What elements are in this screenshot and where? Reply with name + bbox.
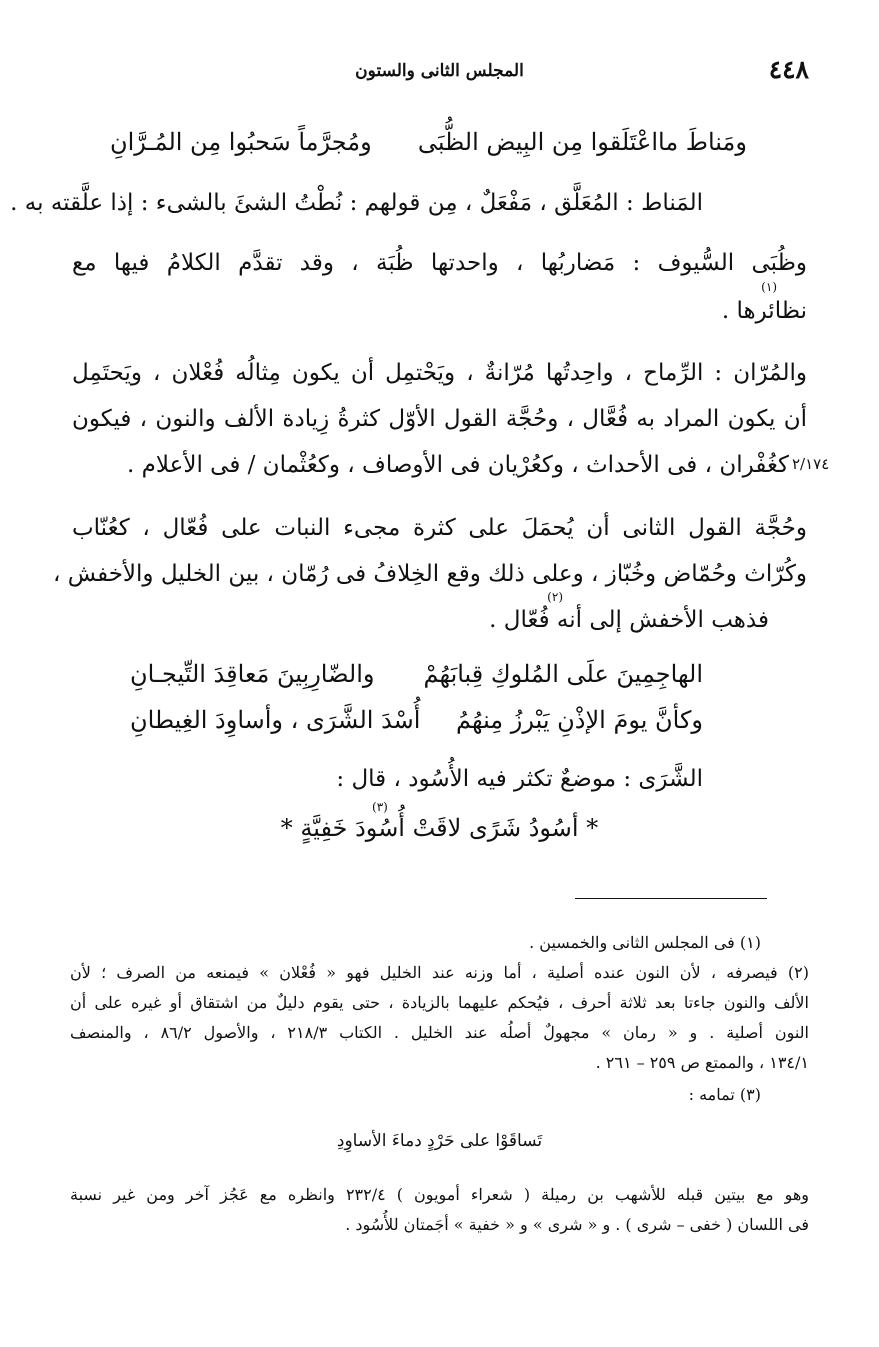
footnote-3-intro: (٣) تمامه : [688,1085,761,1104]
verse-1 [110,128,747,156]
paragraph-murran-line-3: كغُفْران ، فى الأحداث ، وكعُرْيان فى الأوصاف ، وكعُثْمان / فى الأعلام . [127,452,789,478]
paragraph-murran-line-1: والمُرّان : الرِّماح ، واحِدتُها مُرّانةٌ ، ويَحْتمِل أن يكون مِثالُه فُعْلان ، ويَحتَمِل [72,360,807,386]
verse-1-first-hemistich: ومَناطَ مااعْتَلَقوا مِن البِيض الظُّبَى [417,128,747,156]
paragraph-manat: المَناط : المُعَلَّق ، مَفْعَلٌ ، مِن قولهم : نُطْتُ الشئَ بالشىء : إذا علَّقته به . [10,190,703,216]
paragraph-zuba-line-2: نظائرها . [721,298,807,324]
paragraph-second-view-line-2: وكُرّاث وحُمّاض وخُبّاز ، وعلى ذلك وقع الخِلافُ فى رُمّان ، بين الخليل والأخفش ، [53,561,807,587]
verse-3 [130,706,703,734]
page-header [70,55,809,91]
paragraph-second-view-line-1: وحُجَّة القول الثانى أن يُحمَلَ على كثرة مجىء النبات على فُعّال ، كعُنّاب [72,515,807,541]
footnote-2-line-1: (٢) فيصرفه ، لأن النون عنده أصلية ، أما وزنه عند الخليل فهو « فُعْلان » فيمنعه من الصرف ؛ لأن [70,963,809,982]
verse-2-second-hemistich: والضّارِبِينَ مَعاقِدَ التِّيجـانِ [130,660,375,688]
paragraph-murran-line-2: أن يكون المراد به فُعَّال ، وحُجَّة القول الأوّل كثرةُ زِيادة الألف والنون ، فيكون [72,406,807,432]
verse-3-second-hemistich: أُسْدَ الشَّرَى ، وأساوِدَ الغِيطانِ [130,706,421,734]
paragraph-second-view-line-3: فذهب الأخفش إلى أنه فُعّال . [489,607,769,633]
running-title: المجلس الثانى والستون [355,61,524,81]
footnote-3-line-1: وهو مع بيتين قبله للأشهب بن رميلة ( شعراء أمويون ) ٢٣٢/٤ وانظره مع عَجُز آخر ومن غير نسبة [70,1185,809,1204]
footnote-2-line-4: ١٣٤/١ ، والممتع ص ٢٥٩ – ٢٦١ . [595,1053,809,1072]
footnote-ref-2: (٢) [547,590,563,604]
half-verse-quote: * أسُودُ شَرًى لاقَتْ أُسُودَ خَفِيَّةٍ * [280,814,599,842]
footnote-3-line-2: فى اللسان ( خفى – شرى ) . و « شرى » و « خفية » أجَمتان للأُسُود . [345,1215,809,1234]
paragraph-shara: الشَّرَى : موضعٌ تكثر فيه الأُسُود ، قال : [336,766,703,792]
verse-2 [130,660,703,688]
page-number: ٤٤٨ [768,55,809,84]
footnote-2-line-3: النون أصلية . و « رمان » مجهولٌ أصلُه عند الخليل . الكتاب ٢١٨/٣ ، والأصول ٨٦/٢ ، والمنصف [70,1023,809,1042]
paragraph-zuba-line-1: وظُبَى السُّيوف : مَضاربُها ، واحدتها ظُبَة ، وقد تقدَّم الكلامُ فيها مع [72,250,807,276]
footnote-ref-3: (٣) [372,800,388,814]
margin-volume-reference: ٢/١٧٤ [792,455,830,473]
footnote-2-line-2: الألف والنون جاءتا بعد ثلاثة أحرف ، فيُحكم عليهما بالزيادة ، حتى يقوم دليلٌ من اشتقاق أو غيره على أن [70,993,809,1012]
verse-1-second-hemistich: ومُجرَّماً سَحبُوا مِن المُـرَّانِ [110,128,372,156]
verse-2-first-hemistich: الهاجِمِينَ علَى المُلوكِ قِبابَهُمْ [423,660,703,688]
footnote-separator [575,898,767,899]
footnote-3-verse: تَساقَوْا على حَرْدٍ دماءَ الأساوِدِ [336,1131,543,1151]
verse-3-first-hemistich: وكأنَّ يومَ الإذْنِ يَبْرزُ مِنهُمُ [456,706,703,734]
footnote-1: (١) فى المجلس الثانى والخمسين . [529,933,761,952]
footnote-ref-1: (١) [761,280,777,294]
